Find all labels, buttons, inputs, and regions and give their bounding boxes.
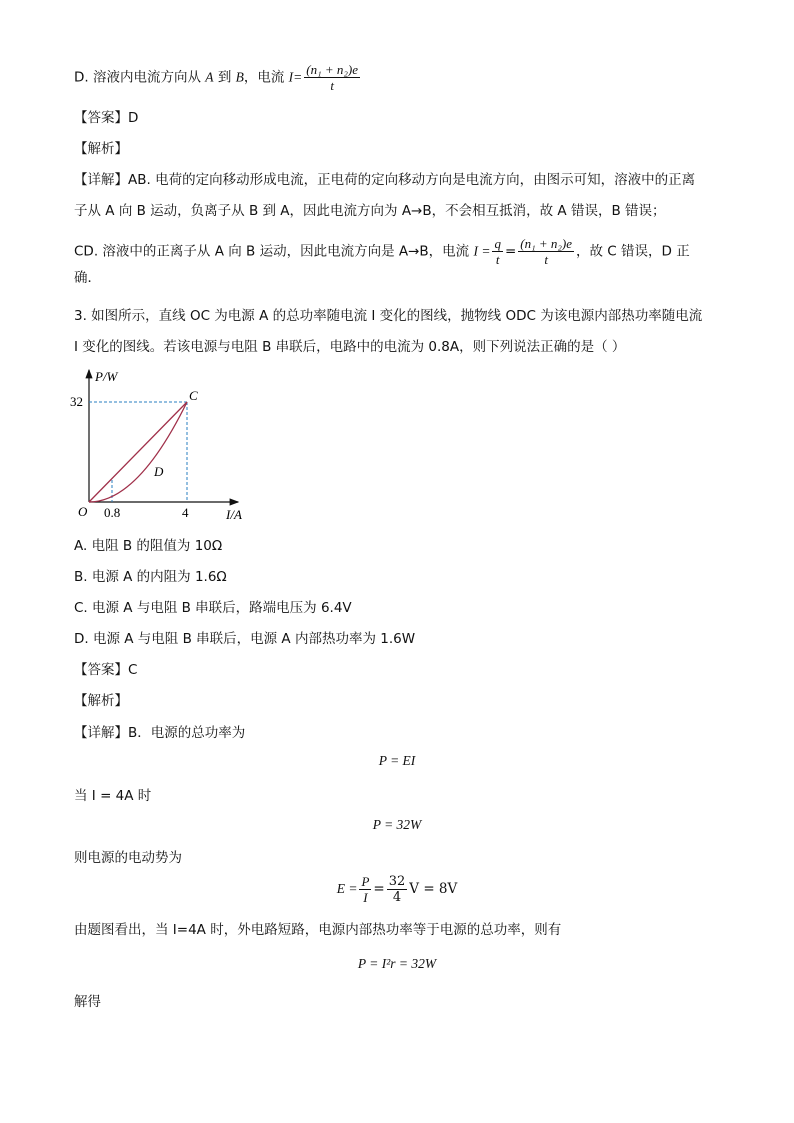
option-c: C. 电源 A 与电阻 B 串联后，路端电压为 6.4V [74,600,352,616]
var-i: I = [473,243,491,259]
fraction-den: 4 [392,890,402,905]
origin-label: O [78,504,88,519]
var-b: B [235,69,244,85]
x-axis-label: I/A [226,507,242,522]
line-oc [89,402,187,502]
fraction-num: 32 [388,874,406,889]
fraction-num: P [361,874,370,889]
fraction-num: q [494,236,501,251]
fraction-q-t [492,236,503,267]
fraction-n-t [518,236,574,267]
option-d-text: D. 溶液内电流方向从 [74,69,201,86]
answer-line-2 [74,660,137,680]
option-d-prev [74,62,362,93]
cd-line [74,236,690,267]
equals: = [373,881,385,897]
equation-i2r: P = I²r = 32W [357,956,437,971]
emf-line: 则电源的电动势为 [74,850,182,866]
option-b: B. 电源 A 的内阻为 1.6Ω [74,569,227,585]
power-current-graph [66,364,266,526]
cd-suffix: ，故 C 错误，D 正 [576,243,690,260]
question-3-line-1: 3. 如图所示，直线 OC 为电源 A 的总功率随电流 I 变化的图线，抛物线 ODC 为该电源内部热功率随电流 [74,308,703,324]
x-tick-08: 0.8 [104,505,121,520]
fraction-den: I [363,890,368,905]
point-c-label: C [189,388,198,403]
text-to: 到 [217,69,232,86]
answer-tag: 【答案】 [74,110,128,126]
equation-emf [0,874,794,905]
short-circuit-line: 由题图看出，当 I=4A 时，外电路短路，电源内部热功率等于电源的总功率，则有 [74,922,562,938]
eq-lhs: E = [336,881,358,896]
answer-value: C [128,662,138,678]
detail-line-2: 子从 A 向 B 运动，负离子从 B 到 A，因此电流方向为 A→B，不会相互抵消，故 A 错误，B 错误； [74,203,666,219]
equals: = [504,243,517,260]
x-tick-4: 4 [182,505,189,520]
fraction-num: (n₁ + n₂)e [520,236,573,251]
answer-value: D [128,110,139,126]
detail-line-1: 【详解】AB. 电荷的定向移动形成电流，正电荷的定向移动方向是电流方向，由图示可知，溶液中的正离 [74,172,696,188]
fraction-optd [304,62,360,93]
equation-p-32: P = 32W [372,817,422,832]
var-a: A [205,69,214,85]
equation-p-ei: P = EI [378,753,416,768]
eq-rhs: V = 8V [409,881,458,897]
y-axis-label: P/W [95,369,118,384]
var-i: I= [288,69,303,85]
analysis-tag-1: 【解析】 [74,141,128,157]
fraction-32-4 [387,874,408,905]
fraction-den: t [330,78,334,93]
text-current: ，电流 [243,69,285,86]
cd-line-2: 确． [74,270,101,286]
cd-text: CD. 溶液中的正离子从 A 向 B 运动，因此电流方向是 A→B，电流 [74,243,470,260]
when-line: 当 I = 4A 时 [74,788,152,804]
answer-tag: 【答案】 [74,662,128,678]
solve-line: 解得 [74,994,101,1010]
detail-intro: 【详解】B．电源的总功率为 [74,725,246,741]
question-3-line-2: I 变化的图线。若该电源与电阻 B 串联后，电路中的电流为 0.8A，则下列说法正确的是（ ） [74,339,626,355]
option-a: A. 电阻 B 的阻值为 10Ω [74,538,223,554]
option-d: D. 电源 A 与电阻 B 串联后，电源 A 内部热功率为 1.6W [74,631,416,647]
fraction-den: t [544,252,548,267]
fraction-den: t [495,252,500,267]
fraction-num: (n₁ + n₂)e [306,62,359,77]
y-tick-32: 32 [70,394,83,409]
fraction-p-i [359,874,371,905]
analysis-tag-2: 【解析】 [74,693,128,709]
answer-line-1 [74,108,138,128]
point-d-label: D [154,464,164,479]
